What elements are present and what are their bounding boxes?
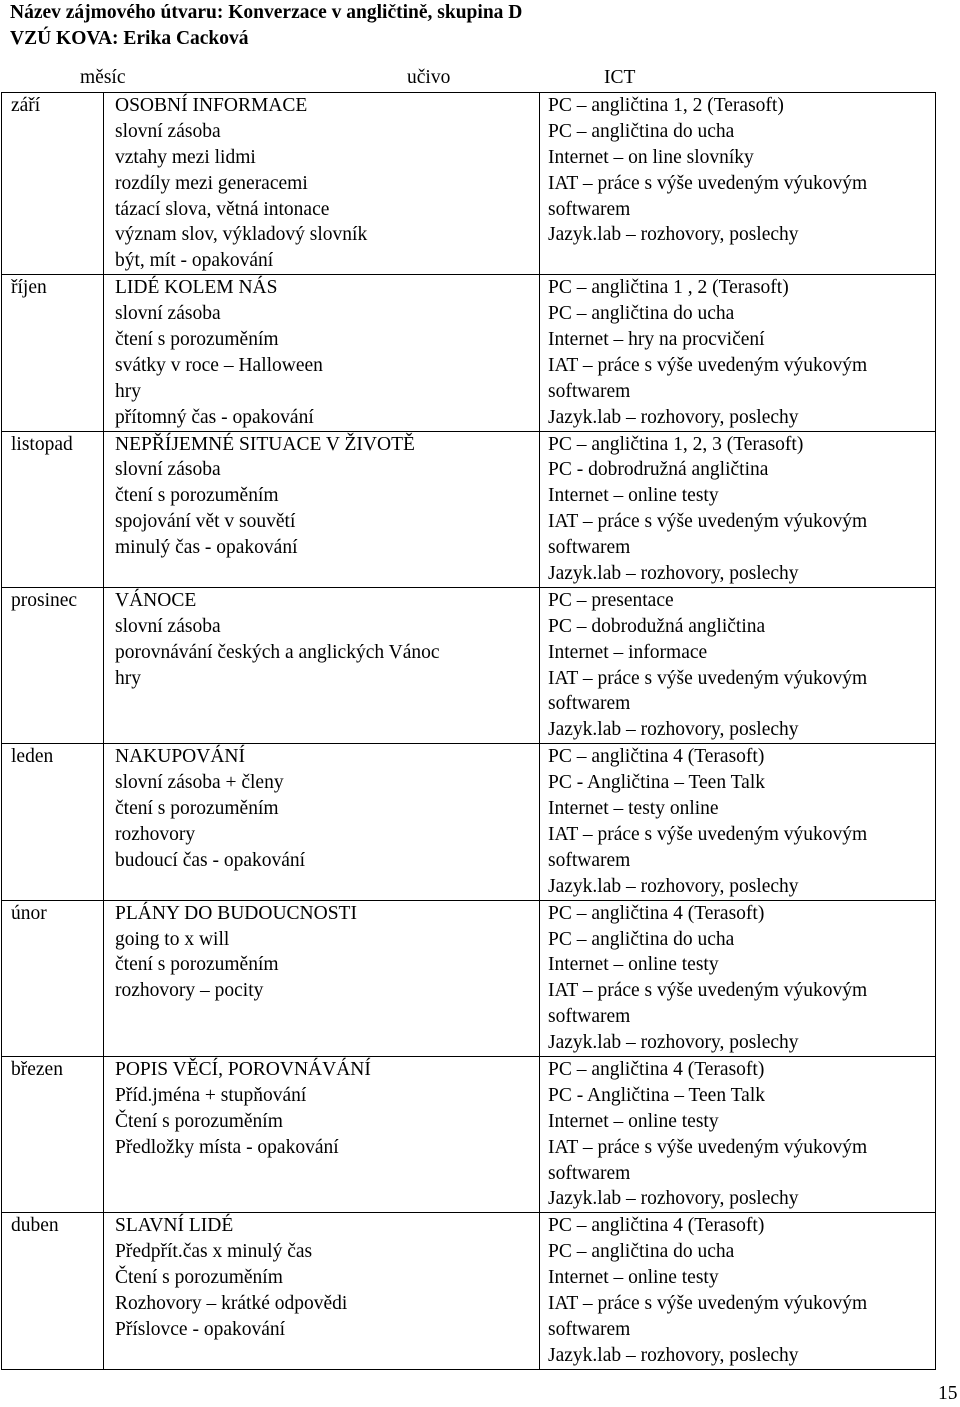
ict-line: PC – presentace [548, 589, 674, 611]
month-label: prosinec [11, 589, 78, 611]
month-label: leden [11, 746, 54, 768]
ict-line: PC – angličtina do ucha [548, 120, 735, 142]
table-row [2, 93, 936, 275]
ict-line: softwarem [548, 198, 631, 220]
topic-line: čtení s porozuměním [115, 329, 279, 351]
topic-line: OSOBNÍ INFORMACE [115, 95, 308, 116]
ict-line: Jazyk.lab – rozhovory, poslechy [548, 875, 799, 897]
topic-line: NEPŘÍJEMNÉ SITUACE V ŽIVOTĚ [115, 433, 415, 455]
table-row [2, 900, 936, 1056]
topic-line: rozhovory [115, 823, 196, 845]
ict-line: Jazyk.lab – rozhovory, poslechy [548, 1032, 799, 1054]
topic-line: vztahy mezi lidmi [115, 146, 256, 168]
document-title: Název zájmového útvaru: Konverzace v angličtině, skupina D [10, 2, 523, 23]
topic-line: slovní zásoba [115, 459, 221, 481]
ict-line: PC – angličtina 4 (Terasoft) [548, 746, 765, 768]
ict-line: PC – angličtina 1, 2, 3 (Terasoft) [548, 433, 804, 455]
ict-line: Jazyk.lab – rozhovory, poslechy [548, 719, 799, 741]
ict-line: PC – angličtina 1 , 2 (Terasoft) [548, 277, 789, 299]
topic-line: Příslovce - opakování [115, 1318, 286, 1340]
topics-cell [104, 275, 540, 431]
month-cell [2, 93, 104, 275]
topic-line: porovnávání českých a anglických Vánoc [115, 641, 440, 663]
topic-line: Předpřít.čas x minulý čas [115, 1241, 313, 1263]
table-row [2, 744, 936, 900]
ict-line: IAT – práce s výše uvedeným výukovým [548, 823, 868, 845]
month-label: březen [11, 1058, 63, 1080]
ict-line: IAT – práce s výše uvedeným výukovým [548, 511, 868, 533]
topic-line: hry [115, 380, 141, 402]
topic-line: spojování vět v souvětí [115, 511, 296, 533]
month-cell [2, 1056, 104, 1212]
ict-line: IAT – práce s výše uvedeným výukovým [548, 1292, 868, 1314]
topic-line: Předložky místa - opakování [115, 1136, 339, 1158]
page-number: 15 [938, 1383, 958, 1404]
ict-line: IAT – práce s výše uvedeným výukovým [548, 172, 868, 194]
ict-line: PC – dobrodužná angličtina [548, 615, 766, 637]
ict-line: PC – angličtina 4 (Terasoft) [548, 902, 765, 924]
table-row [2, 587, 936, 743]
ict-line: IAT – práce s výše uvedeným výukovým [548, 1136, 868, 1158]
ict-line: IAT – práce s výše uvedeným výukovým [548, 980, 868, 1002]
ict-cell [540, 1056, 936, 1212]
month-label: únor [11, 902, 47, 924]
topic-line: hry [115, 667, 141, 689]
teacher-name: VZÚ KOVA: Erika Cacková [10, 28, 249, 49]
topic-line: slovní zásoba [115, 120, 221, 142]
ict-line: Internet – online testy [548, 1110, 719, 1132]
topic-line: tázací slova, větná intonace [115, 198, 330, 220]
ict-line: softwarem [548, 1318, 631, 1340]
topic-line: PLÁNY DO BUDOUCNOSTI [115, 902, 357, 924]
ict-line: PC – angličtina 4 (Terasoft) [548, 1215, 765, 1237]
column-header-ict: ICT [604, 67, 636, 88]
topic-line: slovní zásoba [115, 615, 221, 637]
topic-line: rozhovory – pocity [115, 980, 264, 1002]
column-header-topics: učivo [407, 67, 451, 88]
topics-cell [104, 1056, 540, 1212]
ict-line: PC – angličtina 4 (Terasoft) [548, 1058, 765, 1080]
table-row [2, 1213, 936, 1369]
month-cell [2, 587, 104, 743]
curriculum-table [1, 92, 936, 1370]
ict-line: IAT – práce s výše uvedeným výukovým [548, 354, 868, 376]
ict-line: PC – angličtina do ucha [548, 928, 735, 950]
topics-cell [104, 587, 540, 743]
table-row [2, 431, 936, 587]
ict-line: Internet – on line slovníky [548, 146, 754, 168]
ict-line: PC – angličtina 1, 2 (Terasoft) [548, 95, 784, 116]
topic-line: slovní zásoba + členy [115, 772, 284, 794]
ict-cell [540, 587, 936, 743]
ict-line: softwarem [548, 1162, 631, 1184]
ict-line: Internet – informace [548, 641, 708, 663]
ict-line: Jazyk.lab – rozhovory, poslechy [548, 406, 799, 428]
topics-cell [104, 1213, 540, 1369]
topic-line: význam slov, výkladový slovník [115, 224, 368, 246]
topic-line: čtení s porozuměním [115, 485, 279, 507]
month-cell [2, 1213, 104, 1369]
ict-cell [540, 900, 936, 1056]
ict-cell [540, 93, 936, 275]
ict-line: Internet – testy online [548, 798, 719, 820]
month-cell [2, 431, 104, 587]
topic-line: přítomný čas - opakování [115, 406, 314, 428]
month-label: říjen [11, 277, 47, 299]
topic-line: Rozhovory – krátké odpovědi [115, 1292, 348, 1314]
ict-line: softwarem [548, 693, 631, 715]
ict-line: Internet – online testy [548, 1267, 719, 1289]
ict-cell [540, 744, 936, 900]
ict-line: softwarem [548, 380, 631, 402]
month-cell [2, 900, 104, 1056]
topic-line: LIDÉ KOLEM NÁS [115, 277, 278, 299]
topics-cell [104, 900, 540, 1056]
topic-line: minulý čas - opakování [115, 537, 298, 559]
ict-line: PC - Angličtina – Teen Talk [548, 772, 765, 794]
topics-cell [104, 744, 540, 900]
topic-line: být, mít - opakování [115, 250, 274, 272]
ict-line: Internet – hry na procvičení [548, 329, 765, 351]
topic-line: budoucí čas - opakování [115, 849, 306, 871]
ict-line: Internet – online testy [548, 954, 719, 976]
ict-line: PC – angličtina do ucha [548, 303, 735, 325]
topic-line: SLAVNÍ LIDÉ [115, 1215, 234, 1237]
column-header-month: měsíc [80, 67, 126, 88]
ict-line: softwarem [548, 1006, 631, 1028]
topics-cell [104, 93, 540, 275]
ict-cell [540, 275, 936, 431]
topic-line: Čtení s porozuměním [115, 1110, 283, 1132]
topic-line: rozdíly mezi generacemi [115, 172, 308, 194]
ict-cell [540, 431, 936, 587]
ict-line: IAT – práce s výše uvedeným výukovým [548, 667, 868, 689]
topics-cell [104, 431, 540, 587]
ict-line: PC - dobrodružná angličtina [548, 459, 769, 481]
ict-line: softwarem [548, 849, 631, 871]
ict-line: Jazyk.lab – rozhovory, poslechy [548, 563, 799, 585]
table-row [2, 275, 936, 431]
topic-line: Čtení s porozuměním [115, 1267, 283, 1289]
topic-line: VÁNOCE [115, 589, 197, 611]
table-row [2, 1056, 936, 1212]
topic-line: going to x will [115, 928, 230, 950]
ict-cell [540, 1213, 936, 1369]
month-label: duben [11, 1215, 59, 1237]
topic-line: POPIS VĚCÍ, POROVNÁVÁNÍ [115, 1058, 371, 1080]
ict-line: Jazyk.lab – rozhovory, poslechy [548, 1344, 799, 1366]
ict-line: Internet – online testy [548, 485, 719, 507]
topic-line: čtení s porozuměním [115, 954, 279, 976]
ict-line: Jazyk.lab – rozhovory, poslechy [548, 224, 799, 246]
month-label: září [11, 95, 41, 116]
month-cell [2, 744, 104, 900]
month-label: listopad [11, 433, 73, 455]
ict-line: PC - Angličtina – Teen Talk [548, 1084, 765, 1106]
topic-line: svátky v roce – Halloween [115, 354, 323, 376]
ict-line: PC – angličtina do ucha [548, 1241, 735, 1263]
ict-line: Jazyk.lab – rozhovory, poslechy [548, 1188, 799, 1210]
topic-line: slovní zásoba [115, 303, 221, 325]
topic-line: NAKUPOVÁNÍ [115, 746, 245, 768]
month-cell [2, 275, 104, 431]
topic-line: Příd.jména + stupňování [115, 1084, 307, 1106]
topic-line: čtení s porozuměním [115, 798, 279, 820]
ict-line: softwarem [548, 537, 631, 559]
